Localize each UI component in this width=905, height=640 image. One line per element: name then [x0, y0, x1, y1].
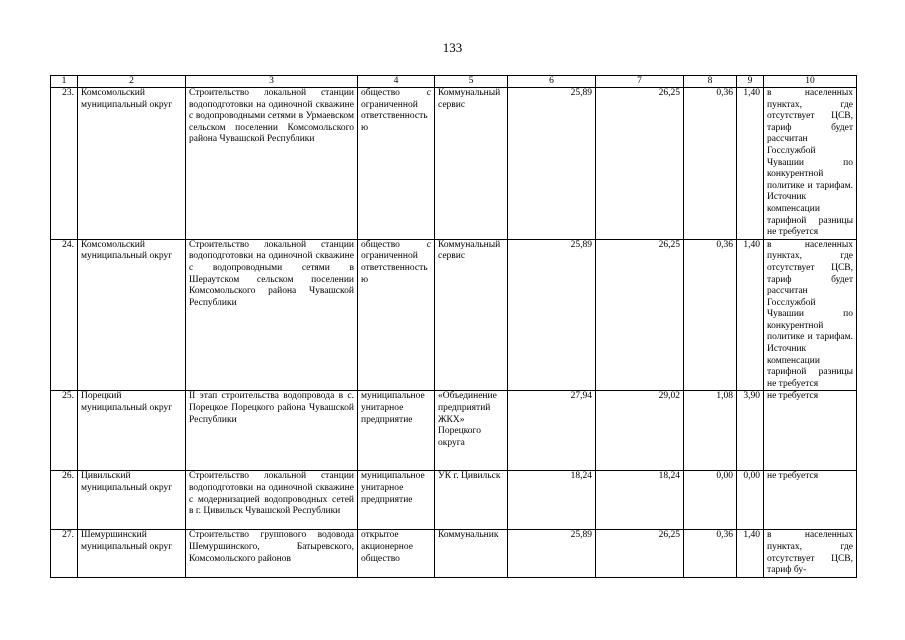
row-number: 27.: [51, 530, 78, 577]
value-cell-6: 25,89: [508, 239, 596, 391]
org-form-cell: муниципальное унитарное предприятие: [358, 391, 435, 471]
col-header-2: 2: [78, 76, 186, 88]
value-cell-9: 1,40: [737, 530, 764, 577]
value-cell-6: 27,94: [508, 391, 596, 471]
district-cell: Шемуршинский муниципальный округ: [78, 530, 186, 577]
value-cell-9: 3,90: [737, 391, 764, 471]
value-cell-7: 26,25: [596, 88, 684, 240]
note-cell: в населенных пунктах, где отсутствует ЦСВ, тариф будет рассчитан Госслужбой Чувашии по конкурентной политике и тарифам. Источник компенсации тарифной разницы не требуется: [764, 88, 857, 240]
row-number: 26.: [51, 471, 78, 530]
value-cell-9: 1,40: [737, 88, 764, 240]
value-cell-9: 0,00: [737, 471, 764, 530]
col-header-7: 7: [596, 76, 684, 88]
table-row: [51, 530, 857, 577]
col-header-8: 8: [684, 76, 737, 88]
note-cell: не требуется: [764, 471, 857, 530]
value-cell-7: 26,25: [596, 530, 684, 577]
table-row: [51, 239, 857, 391]
district-cell: Порецкий муниципальный округ: [78, 391, 186, 471]
table-row: [51, 391, 857, 471]
org-name-cell: «Объединение предприятий ЖКХ» Порецкого округа: [435, 391, 508, 471]
org-form-cell: общество с ограниченной ответственностью: [358, 239, 435, 391]
table-row: [51, 471, 857, 530]
value-cell-8: 0,36: [684, 530, 737, 577]
org-form-cell: открытое акционерное общество: [358, 530, 435, 577]
value-cell-6: 18,24: [508, 471, 596, 530]
row-number: 25.: [51, 391, 78, 471]
project-cell: II этап строительства водопровода в с. Порецкое Порецкого района Чувашской Республики: [186, 391, 358, 471]
district-cell: Комсомольский муниципальный округ: [78, 239, 186, 391]
project-cell: Строительство локальной станции водоподготовки на одиночной скважине с водопроводными сетями в Урмаевском сельском поселении Комсомольского района Чувашской Республики: [186, 88, 358, 240]
header-row: [51, 76, 857, 88]
note-cell: в населенных пунктах, где отсутствует ЦСВ, тариф будет рассчитан Госслужбой Чувашии по конкурентной политике и тарифам. Источник компенсации тарифной разницы не требуется: [764, 239, 857, 391]
value-cell-8: 0,36: [684, 88, 737, 240]
project-cell: Строительство группового водовода Шемуршинского, Батыревского, Комсомольского районов: [186, 530, 358, 577]
org-name-cell: Коммунальный сервис: [435, 239, 508, 391]
col-header-6: 6: [508, 76, 596, 88]
col-header-5: 5: [435, 76, 508, 88]
col-header-3: 3: [186, 76, 358, 88]
org-name-cell: Коммунальный сервис: [435, 88, 508, 240]
note-cell: в населенных пунктах, где отсутствует ЦСВ, тариф бу-: [764, 530, 857, 577]
org-form-cell: муниципальное унитарное предприятие: [358, 471, 435, 530]
value-cell-7: 29,02: [596, 391, 684, 471]
org-name-cell: УК г. Цивильск: [435, 471, 508, 530]
project-cell: Строительство локальной станции водоподготовки на одиночной скважине с водопроводными сетями в Шераутском сельском поселении Комсомольского района Чувашской Республики: [186, 239, 358, 391]
page-number: 133: [442, 40, 463, 55]
org-form-cell: общество с ограниченной ответственностью: [358, 88, 435, 240]
value-cell-6: 25,89: [508, 88, 596, 240]
value-cell-8: 1,08: [684, 391, 737, 471]
value-cell-7: 18,24: [596, 471, 684, 530]
district-cell: Цивильский муниципальный округ: [78, 471, 186, 530]
org-name-cell: Коммунальник: [435, 530, 508, 577]
project-cell: Строительство локальной станции водоподготовки на одиночной скважине с модернизацией водопроводных сетей в г. Цивильск Чувашской Республики: [186, 471, 358, 530]
row-number: 23.: [51, 88, 78, 240]
row-number: 24.: [51, 239, 78, 391]
col-header-9: 9: [737, 76, 764, 88]
value-cell-9: 1,40: [737, 239, 764, 391]
col-header-1: 1: [51, 76, 78, 88]
value-cell-7: 26,25: [596, 239, 684, 391]
district-cell: Комсомольский муниципальный округ: [78, 88, 186, 240]
value-cell-8: 0,00: [684, 471, 737, 530]
value-cell-8: 0,36: [684, 239, 737, 391]
value-cell-6: 25,89: [508, 530, 596, 577]
tariff-table: [50, 75, 857, 578]
col-header-4: 4: [358, 76, 435, 88]
note-cell: не требуется: [764, 391, 857, 471]
table-row: [51, 88, 857, 240]
col-header-10: 10: [764, 76, 857, 88]
